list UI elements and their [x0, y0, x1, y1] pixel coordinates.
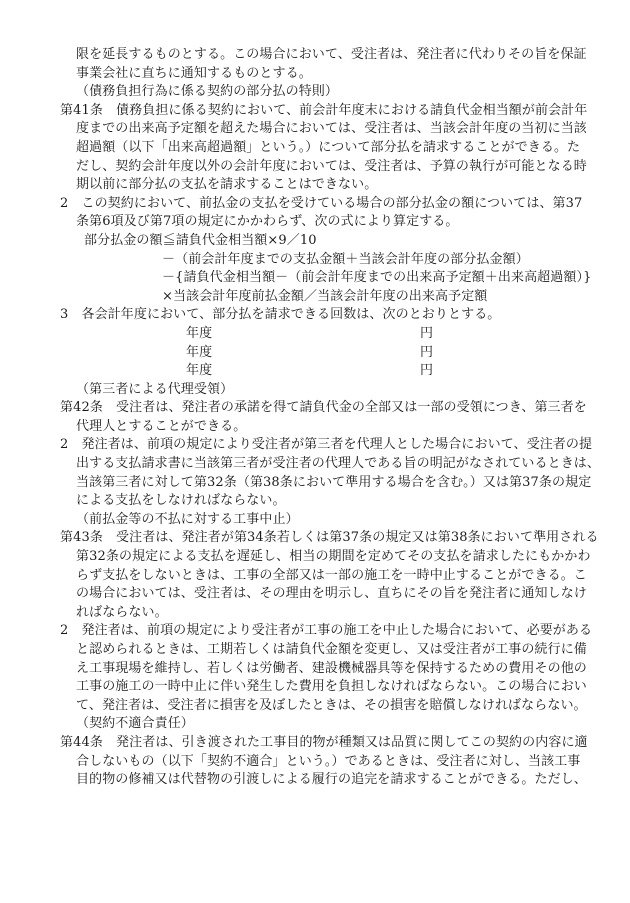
text-line: 3 各会計年度において、部分払を請求できる回数は、次のとおりとする。 — [60, 307, 501, 323]
yen-cell: 円 — [420, 363, 434, 379]
text-line: 合しないもの（以下「契約不適合」という。）であるときは、受注者に対し、当該工事 — [76, 753, 581, 769]
payment-table-row — [60, 362, 590, 381]
text-line: 第44条 発注者は、引き渡された工事目的物が種類又は品質に関してこの契約の内容に適 — [60, 734, 588, 750]
article-heading: （第三者による代理受領） — [76, 381, 234, 397]
text-line: 期以前に部分払の支払を請求することはできない。 — [76, 177, 378, 193]
text-line: 当該第三者に対して第32条（第38条において準用する場合を含む。）又は第37条の規定 — [76, 474, 592, 490]
fiscal-year-cell: 年度 — [186, 325, 213, 341]
text-line: 2 この契約において、前払金の支払を受けている場合の部分払金の額については、第37 — [60, 195, 583, 211]
text-line: 代理人とすることができる。 — [76, 418, 247, 434]
payment-table-row — [60, 344, 590, 363]
text-line: 出する支払請求書に当該第三者が受注者の代理人である旨の明記がなされているときは、 — [76, 456, 601, 472]
text-line: 2 発注者は、前項の規定により受注者が第三者を代理人とした場合において、受注者の提 — [60, 437, 593, 453]
text-line: 第41条 債務負担に係る契約において、前会計年度末における請負代金相当額が前会計年 — [60, 102, 588, 118]
text-line: て、発注者は、受注者に損害を及ぼしたときは、その損害を賠償しなければならない。 — [76, 697, 587, 713]
text-line: 条第6項及び第7項の規定にかかわらず、次の式により算定する。 — [76, 214, 459, 230]
text-line: －{請負代金相当額－（前会計年度までの出来高予定額＋出来高超過額）} — [162, 270, 592, 286]
text-line: 第42条 受注者は、発注者の承諾を得て請負代金の全部又は一部の受領につき、第三者を — [60, 400, 587, 416]
text-line: 超過額（以下「出来高超過額」という。）について部分払を請求することができる。た — [76, 139, 581, 155]
text-line: 2 発注者は、前項の規定により受注者が工事の施工を中止した場合において、必要がある — [60, 623, 593, 639]
text-line: 第32条の規定による支払を遅延し、相当の期間を定めてその支払を請求したにもかかわ — [76, 549, 591, 565]
article-heading: （契約不適合責任） — [76, 716, 194, 732]
yen-cell: 円 — [420, 325, 434, 341]
text-line: え工事現場を維持し、若しくは労働者、建設機械器具等を保持するための費用その他の — [76, 660, 587, 676]
text-line: 目的物の修補又は代替物の引渡しによる履行の追完を請求することができる。ただし、 — [76, 772, 587, 788]
text-line: 事業会社に直ちに通知するものとする。 — [76, 65, 312, 81]
text-line: 度までの出来高予定額を超えた場合においては、受注者は、当該会計年度の当初に当該 — [76, 121, 587, 137]
text-line: 工事の施工の一時中止に伴い発生した費用を負担しなければならない。この場合におい — [76, 679, 587, 695]
article-heading: （債務負担行為に係る契約の部分払の特則） — [76, 84, 339, 100]
text-line: と認められるときは、工期若しくは請負代金額を変更し、又は受注者が工事の続行に備 — [76, 642, 587, 657]
payment-table-row — [60, 325, 590, 344]
text-line: ×当該会計年度前払金額／当該会計年度の出来高予定額 — [162, 288, 488, 304]
text-line: －（前会計年度までの支払金額＋当該会計年度の部分払金額） — [162, 251, 529, 267]
fiscal-year-cell: 年度 — [186, 344, 213, 360]
text-line: 部分払金の額≦請負代金相当額×9／10 — [84, 232, 317, 248]
text-line: 第43条 受注者は、発注者が第34条若しくは第37条の規定又は第38条において準用される — [60, 530, 599, 546]
fiscal-year-cell: 年度 — [186, 363, 213, 379]
text-line: 限を延長するものとする。この場合において、受注者は、発注者に代わりその旨を保証 — [76, 47, 587, 62]
yen-cell: 円 — [420, 344, 434, 360]
text-line: らず支払をしないときは、工事の全部又は一部の施工を一時中止することができる。こ — [76, 567, 587, 583]
text-line: ればならない。 — [76, 604, 168, 620]
text-line: による支払をしなければならない。 — [76, 493, 286, 509]
text-line: の場合においては、受注者は、その理由を明示し、直ちにその旨を発注者に通知しなけ — [76, 586, 587, 602]
article-heading: （前払金等の不払に対する工事中止） — [76, 511, 299, 527]
text-line: だし、契約会計年度以外の会計年度においては、受注者は、予算の執行が可能となる時 — [76, 158, 587, 174]
